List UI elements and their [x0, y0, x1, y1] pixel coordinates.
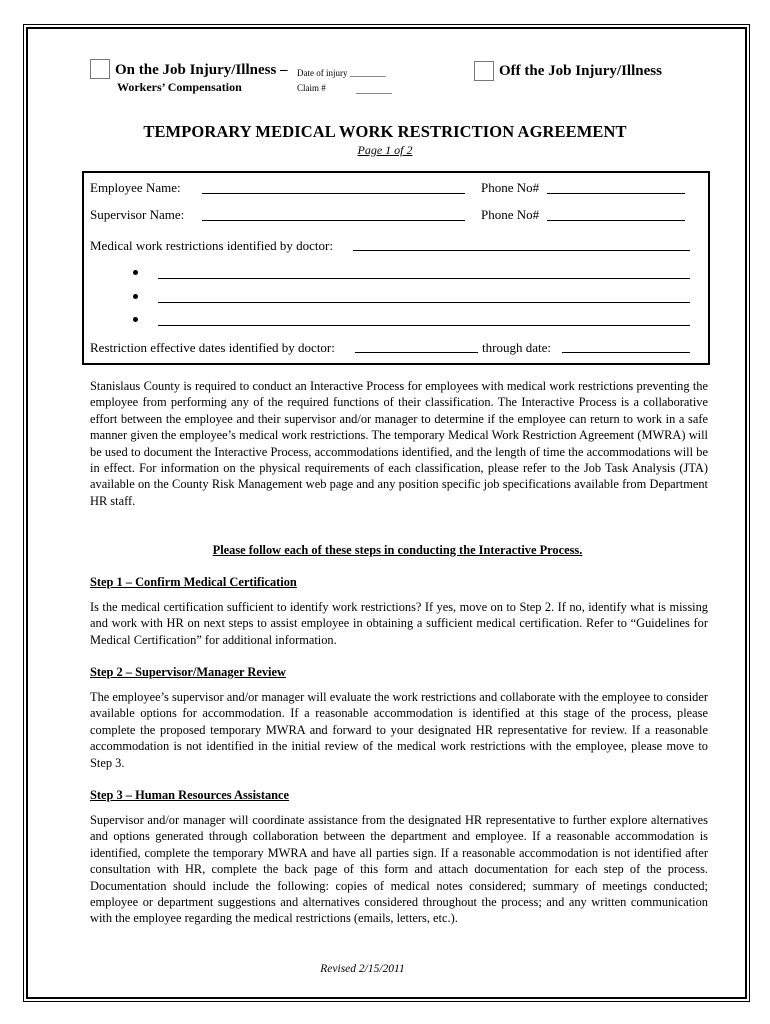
date-of-injury-label: Date of injury ________ [297, 68, 386, 78]
through-date-label: through date: [482, 340, 551, 355]
off-job-label: Off the Job Injury/Illness [499, 63, 662, 79]
bullet-3 [133, 317, 138, 322]
phone-label-1: Phone No# [481, 180, 540, 195]
phone-field-1[interactable] [547, 193, 685, 194]
step-3-heading: Step 3 – Human Resources Assistance [90, 788, 290, 802]
workers-comp-label: Workers’ Compensation [117, 80, 242, 94]
through-date-field[interactable] [562, 352, 690, 353]
step-3-body: Supervisor and/or manager will coordinate assistance from the designated HR representative to further explore alternatives and options generated through collaboration between the department and employee. If a reasonable accommodation is identified, complete the temporary MWRA and have all parties sign. If a reasonable accommodation is not identified after consultation with HR, complete the back page of this form and attach documentation for each step of the process. Documentation should include the following: copies of medical notes considered; summary of meetings conducted; employee or department suggestions and alternatives considered throughout the process; and any written communication with the employee regarding the medical restrictions (emails, letters, etc.). [90, 813, 708, 926]
employee-name-field[interactable] [202, 193, 465, 194]
employee-name-label: Employee Name: [90, 180, 181, 195]
intro-paragraph: Stanislaus County is required to conduct an Interactive Process for employees with medical work restrictions preventing the employee from performing any of the required functions of their classification. The Interactive Process is a collaborative effort between the employee and their supervisor and/or manager to determine if the employee can return to work in a safe manner given the employee’s medical work restrictions. The temporary Medical Work Restriction Agreement (MWRA) will be used to document the Interactive Process, accommodations identified, and the length of time the accommodations will be in effect. For information on the physical requirements of each classification, please refer to the Job Task Analysis (JTA) available on the County Risk Management web page and any position specific job specifications available from Department HR staff. [90, 379, 708, 508]
step-2-body: The employee’s supervisor and/or manager will evaluate the work restrictions and collaborate with the employee to consider available options for accommodation. If a reasonable accommodation is identified at this stage of the process, please complete the proposed temporary MWRA and forward to your designated HR representative for review. If a reasonable accommodation is not identified in the initial review of the medical work restrictions with the employee, please move to Step 3. [90, 690, 708, 770]
restriction-line-3[interactable] [158, 325, 690, 326]
phone-label-2: Phone No# [481, 207, 540, 222]
on-job-label: On the Job Injury/Illness – [115, 62, 288, 78]
off-job-checkbox[interactable] [474, 61, 494, 81]
document-title: TEMPORARY MEDICAL WORK RESTRICTION AGREEMENT [143, 122, 627, 141]
page-number: Page 1 of 2 [357, 143, 413, 157]
bullet-1 [133, 270, 138, 275]
effective-date-field[interactable] [355, 352, 478, 353]
step-1-heading: Step 1 – Confirm Medical Certification [90, 575, 297, 589]
supervisor-name-field[interactable] [202, 220, 465, 221]
on-job-checkbox[interactable] [90, 59, 110, 79]
claim-line: ________ [356, 85, 392, 95]
claim-label: Claim # [297, 83, 326, 93]
supervisor-name-label: Supervisor Name: [90, 207, 185, 222]
step-2-heading: Step 2 – Supervisor/Manager Review [90, 665, 286, 679]
restrictions-field[interactable] [353, 250, 690, 251]
employee-info-box [82, 171, 710, 365]
phone-field-2[interactable] [547, 220, 685, 221]
restriction-line-1[interactable] [158, 278, 690, 279]
bullet-2 [133, 294, 138, 299]
step-1-body: Is the medical certification sufficient to identify work restrictions? If yes, move on to Step 2. If no, identify what is missing and work with HR on next steps to assist employee in obtaining a sufficient medical certification. Refer to “Guidelines for Medical Certification” for additional information. [90, 600, 708, 647]
restrictions-label: Medical work restrictions identified by doctor: [90, 238, 333, 253]
revision-footer: Revised 2/15/2011 [320, 963, 405, 975]
instruction-heading: Please follow each of these steps in conducting the Interactive Process. [212, 543, 583, 557]
restriction-line-2[interactable] [158, 302, 690, 303]
effective-dates-label: Restriction effective dates identified by doctor: [90, 340, 335, 355]
